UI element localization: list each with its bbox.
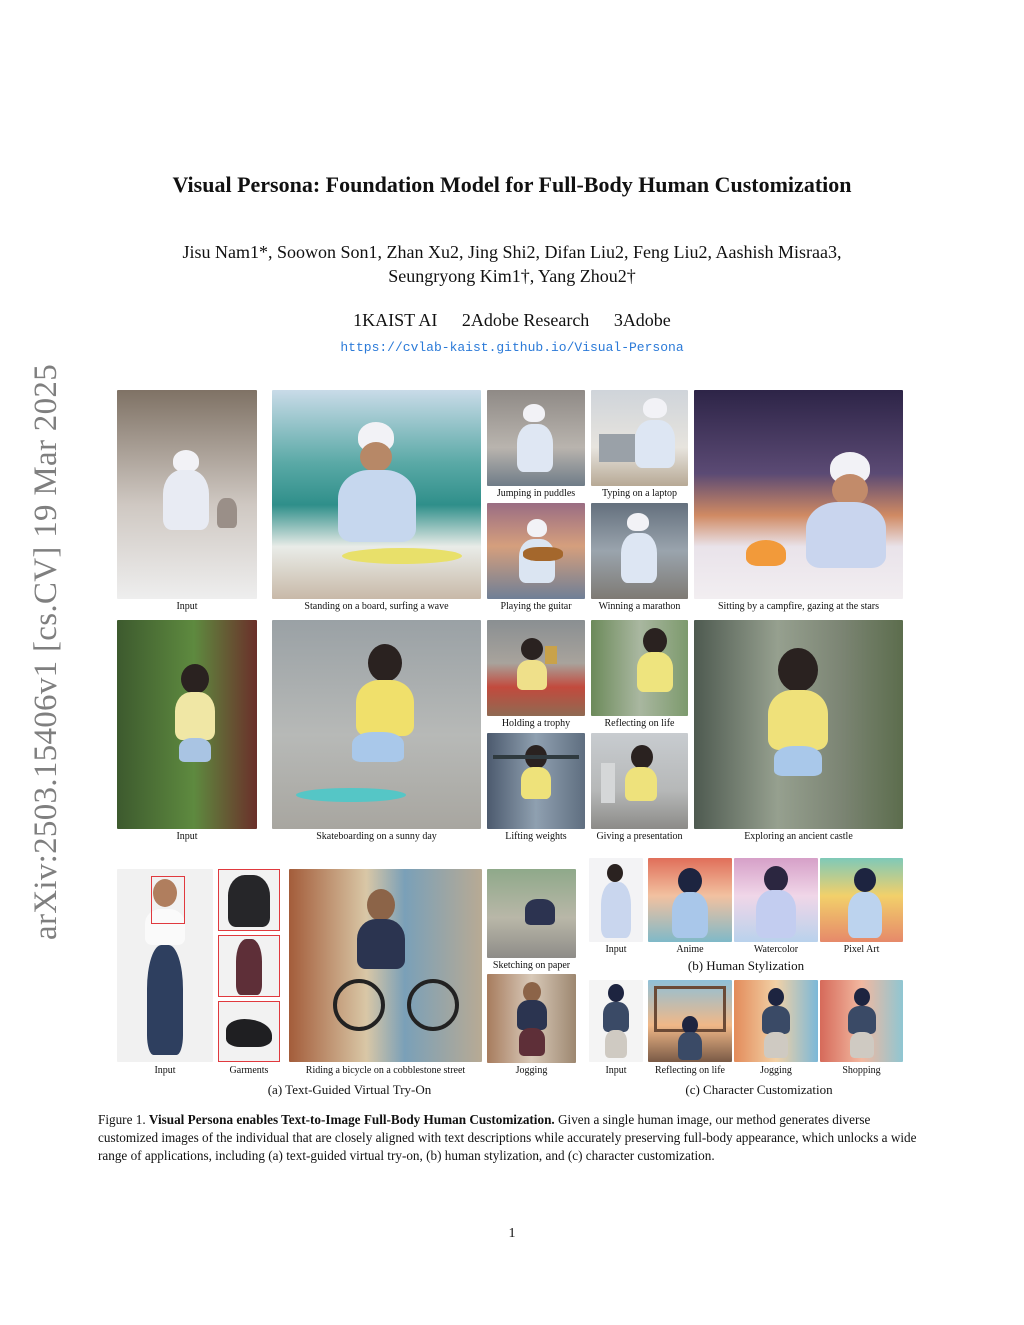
figure-caption	[98, 1111, 930, 1165]
row1-caption-puddles: Jumping in puddles	[496, 488, 576, 499]
row2-skateboard-image	[272, 620, 481, 829]
page-number: 1	[508, 1226, 516, 1241]
tryon-caption-bicycle: Riding a bicycle on a cobblestone street	[305, 1065, 466, 1076]
row2-caption-reflecting: Reflecting on life	[604, 718, 675, 729]
stylization-input-image	[589, 858, 643, 942]
row2-caption-presentation: Giving a presentation	[596, 831, 683, 842]
subfigure-c-label: (c) Character Customization	[685, 1082, 833, 1097]
figure-caption-bold: Visual Persona enables Text-to-Image Full-Body Human Customization.	[148, 1112, 555, 1127]
row1-guitar-image	[487, 503, 585, 599]
arxiv-stamp: arXiv:2503.15406v1 [cs.CV] 19 Mar 2025	[28, 364, 64, 940]
tryon-bicycle-image	[289, 869, 482, 1062]
row1-surfing-image	[272, 390, 481, 599]
tryon-sketching-image	[487, 869, 576, 958]
affiliation-adobe-research: 2Adobe Research	[461, 310, 590, 330]
tryon-caption-sketching: Sketching on paper	[492, 960, 571, 971]
row2-weights-image	[487, 733, 585, 829]
row1-laptop-image	[591, 390, 688, 486]
row1-marathon-image	[591, 503, 688, 599]
character-caption-input: Input	[605, 1065, 627, 1076]
character-shopping-image	[820, 980, 903, 1062]
tryon-caption-garments: Garments	[229, 1065, 269, 1076]
affiliations	[0, 310, 1024, 331]
row2-reflecting-image	[591, 620, 688, 716]
row1-campfire-image	[694, 390, 903, 599]
row2-input-image	[117, 620, 257, 829]
row2-caption-skateboard: Skateboarding on a sunny day	[316, 831, 437, 842]
stylization-pixelart-image	[820, 858, 903, 942]
row2-castle-image	[694, 620, 903, 829]
paper-title: Visual Persona: Foundation Model for Full-Body Human Customization	[172, 172, 852, 197]
stylization-caption-input: Input	[605, 944, 627, 955]
character-jogging-image	[734, 980, 818, 1062]
row2-caption-trophy: Holding a trophy	[501, 718, 571, 729]
row2-caption-input: Input	[176, 831, 198, 842]
row1-caption-marathon: Winning a marathon	[598, 601, 681, 612]
row2-caption-castle: Exploring an ancient castle	[744, 831, 853, 842]
affiliation-adobe: 3Adobe	[613, 310, 671, 330]
row2-trophy-image	[487, 620, 585, 716]
character-input-image	[589, 980, 643, 1062]
row1-caption-surfing: Standing on a board, surfing a wave	[304, 601, 449, 612]
subfigure-b-label: (b) Human Stylization	[687, 958, 805, 973]
stylization-watercolor-image	[734, 858, 818, 942]
character-caption-jogging: Jogging	[760, 1065, 792, 1076]
subfigure-a-label: (a) Text-Guided Virtual Try-On	[267, 1082, 432, 1097]
row1-caption-campfire: Sitting by a campfire, gazing at the stars	[717, 601, 880, 612]
author-line-2: Seungryong Kim1†, Yang Zhou2†	[388, 266, 636, 286]
stylization-caption-anime: Anime	[676, 944, 704, 955]
affiliation-kaist: 1KAIST AI	[353, 310, 438, 330]
tryon-jogging-image	[487, 974, 576, 1063]
figure-caption-text: Given a single human image, our method generates diverse customized images of the individual that are closely aligned with text descriptions while accurately preserving full-body appearance, which unlocks a wide range of applications, including (a) text-guided virtual try-on, (b) human stylization, and (c) character customization.	[98, 1112, 917, 1163]
row1-puddles-image	[487, 390, 585, 486]
stylization-anime-image	[648, 858, 732, 942]
character-reflecting-image	[648, 980, 732, 1062]
tryon-face-box	[151, 876, 185, 924]
row1-caption-guitar: Playing the guitar	[500, 601, 572, 612]
row2-caption-weights: Lifting weights	[505, 831, 567, 842]
project-url[interactable]: https://cvlab-kaist.github.io/Visual-Persona	[340, 340, 684, 355]
row1-caption-laptop: Typing on a laptop	[601, 488, 678, 499]
character-caption-shopping: Shopping	[842, 1065, 881, 1076]
figure-caption-label: Figure 1.	[98, 1112, 146, 1127]
garment-shoe-box	[218, 1001, 280, 1062]
garment-jacket-box	[218, 869, 280, 931]
author-line-1: Jisu Nam1*, Soowon Son1, Zhan Xu2, Jing Shi2, Difan Liu2, Feng Liu2, Aashish Misraa3,	[182, 242, 842, 262]
row1-input-image	[117, 390, 257, 599]
row1-caption-input: Input	[176, 601, 198, 612]
stylization-caption-pixelart: Pixel Art	[843, 944, 880, 955]
garment-pants-box	[218, 935, 280, 997]
tryon-caption-jogging: Jogging	[515, 1065, 548, 1076]
stylization-caption-watercolor: Watercolor	[753, 944, 799, 955]
row2-presentation-image	[591, 733, 688, 829]
author-list	[120, 240, 904, 288]
character-caption-reflecting: Reflecting on life	[655, 1065, 725, 1076]
tryon-caption-input: Input	[154, 1065, 176, 1076]
